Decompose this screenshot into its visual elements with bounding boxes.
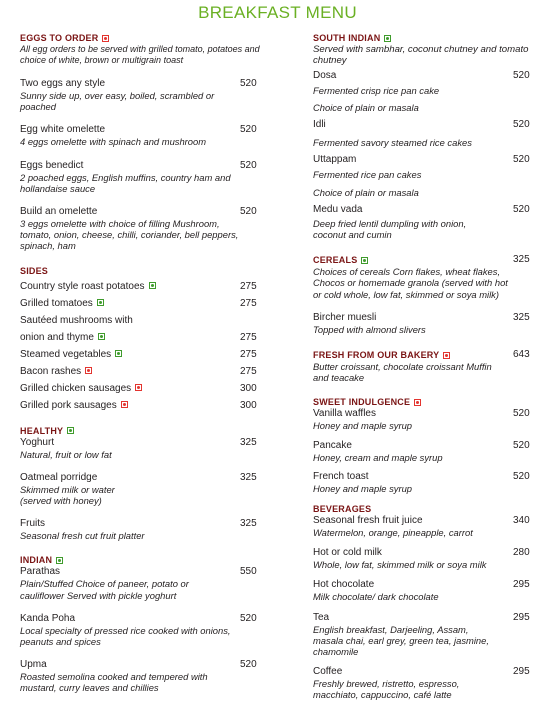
non-veg-icon xyxy=(135,384,142,391)
item-name: Hot chocolate xyxy=(313,579,375,591)
item-name: Country style roast potatoes xyxy=(20,280,145,292)
item-price: 275 xyxy=(240,348,257,360)
item-name: Oatmeal porridge xyxy=(20,471,98,483)
menu-item xyxy=(313,515,533,527)
side-item xyxy=(20,332,278,344)
item-price: 520 xyxy=(513,154,530,166)
section-heading: HEALTHY xyxy=(20,425,64,436)
item-description: Local specialty of pressed rice cooked with onions, peanuts and spices xyxy=(20,624,231,648)
veg-icon xyxy=(98,333,105,340)
item-description: 3 eggs omelette with choice of filling Mushroom, tomato, onion, cheese, chilli, coriander, bell peppers, spinach, ham xyxy=(20,218,239,252)
item-name: Grilled pork sausages xyxy=(20,399,117,411)
section-sides xyxy=(20,266,278,412)
item-description: Whole, low fat, skimmed milk or soya milk xyxy=(313,559,487,571)
menu-item xyxy=(20,437,278,449)
menu-item xyxy=(313,579,533,602)
menu-item xyxy=(313,154,533,166)
item-name: Coffee xyxy=(313,666,343,678)
item-description: Topped with almond slivers xyxy=(313,323,426,335)
section-sweet-indulgence xyxy=(313,397,533,494)
item-price: 520 xyxy=(240,124,257,136)
menu-item xyxy=(313,408,533,420)
menu-item xyxy=(313,312,533,335)
item-name: Bacon rashes xyxy=(20,365,82,377)
item-description: 4 eggs omelette with spinach and mushroom xyxy=(20,136,207,148)
item-price: 520 xyxy=(513,408,530,420)
item-name: Two eggs any style xyxy=(20,78,106,89)
item-name: Seasonal fresh fruit juice xyxy=(313,515,423,527)
item-price: 275 xyxy=(240,297,257,309)
item-description: Honey and maple syrup xyxy=(313,420,413,432)
veg-icon xyxy=(384,35,391,42)
item-price: 520 xyxy=(513,439,530,451)
item-price: 520 xyxy=(240,659,257,671)
item-description: Roasted semolina cooked and tempered with mustard, curry leaves and chillies xyxy=(20,671,208,694)
section-heading: FRESH FROM OUR BAKERY xyxy=(313,350,440,361)
section-heading: SOUTH INDIAN xyxy=(313,33,381,43)
veg-icon xyxy=(56,557,63,564)
section-healthy xyxy=(20,426,278,542)
item-name: Uttappam xyxy=(313,154,357,166)
menu-item xyxy=(313,70,533,82)
item-price: 520 xyxy=(240,159,257,171)
item-description: Choice of plain or masala xyxy=(313,102,419,114)
menu-item xyxy=(20,472,278,506)
menu-item xyxy=(313,666,533,700)
item-price: 520 xyxy=(513,119,530,131)
menu-item xyxy=(313,204,533,216)
veg-icon xyxy=(67,427,74,434)
menu-item xyxy=(313,471,533,494)
item-description: Choices of cereals Corn flakes, wheat flakes, Chocos or homemade granola (served with hot or cold whole, low fat, skimmed or soya milk) xyxy=(313,266,508,300)
side-item xyxy=(20,383,278,395)
item-description: Plain/Stuffed Choice of paneer, potato or cauliflower Served with pickle yoghurt xyxy=(20,578,189,601)
section-beverages xyxy=(313,504,533,701)
item-price: 520 xyxy=(513,203,530,215)
non-veg-icon xyxy=(414,399,421,406)
non-veg-icon xyxy=(121,401,128,408)
section-heading: SWEET INDULGENCE xyxy=(313,397,411,408)
item-name: Tea xyxy=(313,611,330,623)
side-item xyxy=(20,298,278,310)
menu-item xyxy=(313,547,533,570)
section-heading: SIDES xyxy=(20,265,49,276)
section-bakery xyxy=(313,349,533,383)
menu-item xyxy=(313,119,533,131)
item-name: Build an omelette xyxy=(20,206,98,218)
item-price: 275 xyxy=(240,280,257,292)
left-column xyxy=(20,33,278,694)
veg-icon xyxy=(149,282,156,289)
item-price: 520 xyxy=(240,206,257,218)
item-price: 325 xyxy=(513,254,530,266)
section-heading: INDIAN xyxy=(20,555,53,566)
menu-item xyxy=(20,160,278,194)
item-name: Upma xyxy=(20,659,47,671)
item-description: Honey and maple syrup xyxy=(313,482,413,494)
menu-item xyxy=(20,78,278,112)
item-name: Parathas xyxy=(20,566,61,578)
menu-item xyxy=(313,612,533,658)
item-description: Natural, fruit or low fat xyxy=(20,448,112,460)
non-veg-icon xyxy=(102,35,109,42)
veg-icon xyxy=(115,350,122,357)
item-name: Eggs benedict xyxy=(20,159,84,171)
section-eggs xyxy=(20,33,278,252)
side-item xyxy=(20,281,278,293)
section-cereals xyxy=(313,254,533,335)
item-name: Yoghurt xyxy=(20,436,55,448)
non-veg-icon xyxy=(85,367,92,374)
item-name: Vanilla waffles xyxy=(313,408,376,420)
item-description: Deep fried lentil dumpling with onion, coconut and cumin xyxy=(313,217,467,241)
section-heading: BEVERAGES xyxy=(313,504,372,515)
item-price: 280 xyxy=(513,547,530,559)
item-price: 295 xyxy=(513,579,530,591)
menu-item xyxy=(20,566,278,578)
section-note: All egg orders to be served with grilled tomato, potatoes and choice of white, brown or multigrain toast xyxy=(20,44,260,65)
item-description: Sunny side up, over easy, boiled, scrambled or poached xyxy=(20,90,215,113)
section-heading: EGGS TO ORDER xyxy=(20,33,99,43)
item-description: Butter croissant, chocolate croissant Muffin and teacake xyxy=(313,361,492,384)
item-name: Grilled tomatoes xyxy=(20,297,93,309)
non-veg-icon xyxy=(443,352,450,359)
item-price: 520 xyxy=(240,78,257,89)
menu-item xyxy=(313,440,533,463)
item-price: 520 xyxy=(513,470,530,482)
item-name: Egg white omelette xyxy=(20,124,106,136)
item-name: Hot or cold milk xyxy=(313,547,382,559)
item-name: Pancake xyxy=(313,439,352,451)
right-column xyxy=(313,33,533,701)
item-price: 300 xyxy=(240,382,257,394)
menu-item xyxy=(20,124,278,147)
item-price: 340 xyxy=(513,515,530,527)
item-name: Bircher muesli xyxy=(313,311,377,323)
side-item xyxy=(20,366,278,378)
item-description: Watermelon, orange, pineapple, carrot xyxy=(313,527,473,539)
item-price: 520 xyxy=(513,69,530,81)
item-price: 295 xyxy=(513,611,530,623)
item-name: Grilled chicken sausages xyxy=(20,382,132,394)
menu-item xyxy=(20,206,278,252)
item-price: 325 xyxy=(240,471,257,483)
item-price: 520 xyxy=(240,612,257,624)
item-price: 550 xyxy=(240,566,257,578)
item-description: Milk chocolate/ dark chocolate xyxy=(313,591,439,603)
item-name: Steamed vegetables xyxy=(20,348,112,360)
item-description: Freshly brewed, ristretto, espresso, macchiato, cappuccino, café latte xyxy=(313,678,460,701)
menu-title: BREAKFAST MENU xyxy=(198,3,357,22)
item-price: 295 xyxy=(513,666,530,678)
menu-item xyxy=(20,659,278,693)
item-name: Dosa xyxy=(313,69,337,81)
section-indian xyxy=(20,555,278,693)
item-price: 325 xyxy=(240,518,257,530)
item-price: 325 xyxy=(240,436,257,448)
item-description: 2 poached eggs, English muffins, country ham and hollandaise sauce xyxy=(20,171,231,194)
item-description: Choice of plain or masala xyxy=(313,186,419,198)
side-item xyxy=(20,349,278,361)
item-name: Fruits xyxy=(20,518,45,530)
item-price: 300 xyxy=(240,399,257,411)
item-description: Skimmed milk or water (served with honey) xyxy=(20,483,115,507)
item-name: Medu vada xyxy=(313,203,363,215)
item-price: 643 xyxy=(513,349,530,361)
section-note: Served with sambhar, coconut chutney and tomato chutney xyxy=(313,44,529,67)
menu-item xyxy=(20,518,278,541)
item-price: 275 xyxy=(240,331,257,343)
item-description: Fermented crisp rice pan cake xyxy=(313,84,440,96)
veg-icon xyxy=(97,299,104,306)
veg-icon xyxy=(361,257,368,264)
item-description: Honey, cream and maple syrup xyxy=(313,451,443,463)
item-name: onion and thyme xyxy=(20,331,94,343)
item-price xyxy=(240,315,278,327)
side-item xyxy=(20,315,278,327)
menu-item xyxy=(20,613,278,647)
item-price: 275 xyxy=(240,365,257,377)
side-item xyxy=(20,400,278,412)
item-description: Seasonal fresh cut fruit platter xyxy=(20,530,145,542)
section-south-indian xyxy=(313,33,533,240)
item-price: 325 xyxy=(513,311,530,323)
item-description: Fermented savory steamed rice cakes xyxy=(313,137,472,149)
item-name: Idli xyxy=(313,119,326,131)
section-heading: CEREALS xyxy=(313,255,358,266)
item-description: English breakfast, Darjeeling, Assam, masala chai, earl grey, green tea, jasmine, chamomile xyxy=(313,623,489,658)
item-description: Fermented rice pan cakes xyxy=(313,169,422,181)
item-name: Sautéed mushrooms with xyxy=(20,314,133,326)
item-name: French toast xyxy=(313,470,369,482)
item-name: Kanda Poha xyxy=(20,612,76,624)
